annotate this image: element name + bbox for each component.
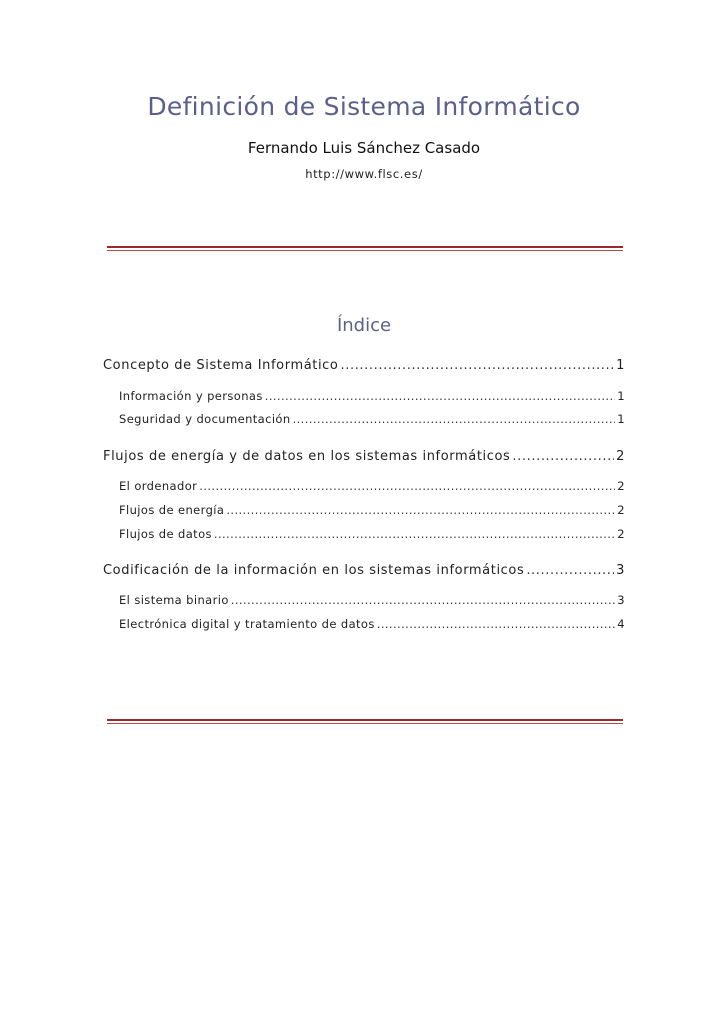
- document-author: Fernando Luis Sánchez Casado: [247, 139, 481, 157]
- toc-leader-dots: [377, 617, 616, 631]
- toc-entry-page: 2: [617, 479, 625, 493]
- toc-entry-text: Flujos de energía y de datos en los sistemas informáticos: [103, 449, 511, 464]
- toc-entry-text: Flujos de energía: [119, 503, 225, 517]
- toc-entry-page: 3: [616, 563, 625, 578]
- toc-entry[interactable]: [103, 358, 625, 373]
- toc-entry-page: 2: [617, 503, 625, 517]
- toc-entry-text: El ordenador: [119, 479, 198, 493]
- bottom-divider: [107, 719, 623, 725]
- toc-entry-page: 2: [616, 449, 625, 464]
- toc-entry-text: El sistema binario: [119, 593, 229, 607]
- toc-entry[interactable]: [103, 527, 625, 541]
- toc-entry-text: Seguridad y documentación: [119, 412, 291, 426]
- top-divider: [107, 246, 623, 252]
- toc-entry-page: 4: [617, 617, 625, 631]
- toc-leader-dots: [526, 563, 614, 578]
- toc-entry[interactable]: [103, 503, 625, 517]
- toc-entry-text: Concepto de Sistema Informático: [103, 358, 339, 373]
- toc-leader-dots: [231, 593, 616, 607]
- toc-entry[interactable]: [103, 389, 625, 403]
- toc-leader-dots: [199, 479, 615, 493]
- toc-entry[interactable]: [103, 563, 625, 578]
- toc-entry-page: 1: [616, 358, 625, 373]
- toc-entry-text: Flujos de datos: [119, 527, 212, 541]
- toc-entry[interactable]: [103, 593, 625, 607]
- toc-entry-page: 1: [617, 412, 625, 426]
- toc-leader-dots: [293, 412, 616, 426]
- toc-entry-page: 1: [617, 389, 625, 403]
- toc-entry[interactable]: [103, 412, 625, 426]
- toc-leader-dots: [226, 503, 615, 517]
- toc-entry-text: Información y personas: [119, 389, 263, 403]
- toc-leader-dots: [512, 449, 614, 464]
- toc-leader-dots: [341, 358, 615, 373]
- toc-entry-text: Electrónica digital y tratamiento de datos: [119, 617, 375, 631]
- toc-entry[interactable]: [103, 479, 625, 493]
- toc-entry-page: 3: [617, 593, 625, 607]
- toc-entry-page: 2: [617, 527, 625, 541]
- toc-entry[interactable]: [103, 449, 625, 464]
- toc-heading: Índice: [336, 315, 392, 336]
- toc-leader-dots: [214, 527, 615, 541]
- toc-leader-dots: [265, 389, 616, 403]
- document-title: Definición de Sistema Informático: [147, 92, 581, 121]
- toc-entry-text: Codificación de la información en los sistemas informáticos: [103, 563, 525, 578]
- document-url[interactable]: http://www.flsc.es/: [305, 167, 423, 181]
- toc-entry[interactable]: [103, 617, 625, 631]
